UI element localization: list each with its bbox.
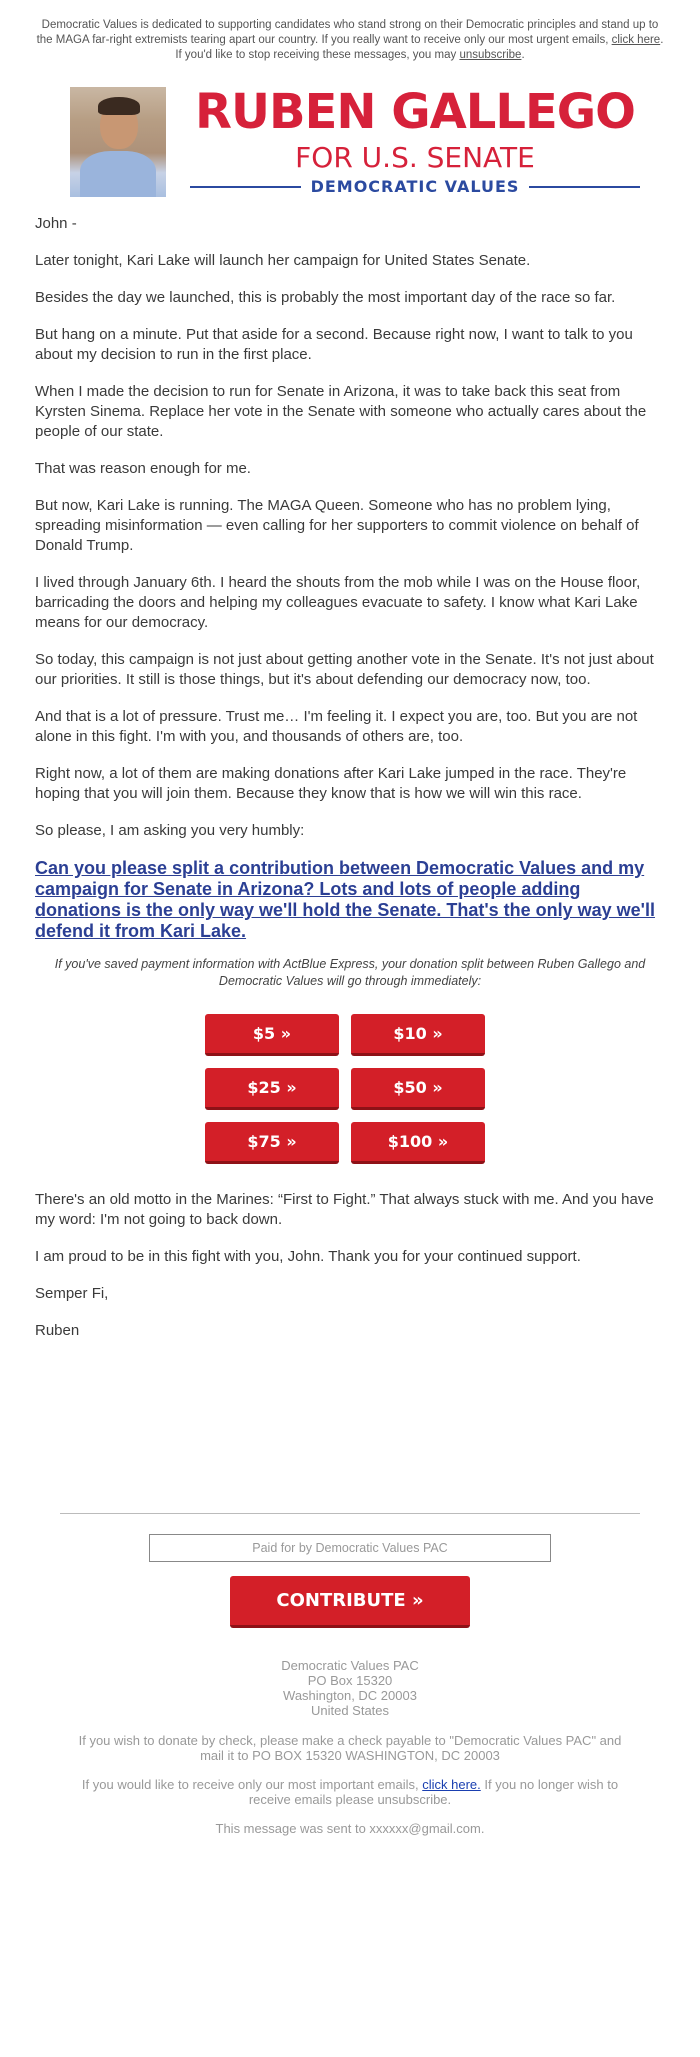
click-here-link[interactable]: click here [611, 34, 661, 46]
preferences-text-2: If you no longer wish to receive emails please unsubscribe. [248, 1777, 619, 1807]
sent-to-note: This message was sent to xxxxxx@gmail.com. [215, 1821, 485, 1836]
body-paragraph: So today, this campaign is not just about getting another vote in the Senate. It's not just about our priorities. It still is those things, but it's about defending our democracy now, too. [35, 651, 654, 688]
donation-button-grid [205, 1014, 495, 1164]
candidate-photo [70, 87, 166, 197]
donate-50-button[interactable]: $50 » [351, 1068, 485, 1110]
email-preferences-note [70, 1777, 630, 1807]
preheader-text-3: . [521, 49, 525, 61]
mailing-address [20, 1658, 680, 1718]
body-paragraph: When I made the decision to run for Senate in Arizona, it was to take back this seat from Kyrsten Sinema. Replace her vote in the Senate with someone who actually cares about the people of our state. [35, 383, 647, 440]
header-banner [20, 73, 680, 198]
address-line: United States [310, 1703, 390, 1718]
closing-paragraph: There's an old motto in the Marines: “First to Fight.” That always stuck with me. And you have my word: I'm not going to back down. [35, 1191, 654, 1228]
preferences-text: If you would like to receive only our most important emails, [81, 1777, 423, 1792]
contribute-button[interactable]: CONTRIBUTE » [230, 1576, 470, 1628]
body-paragraph: But now, Kari Lake is running. The MAGA Queen. Someone who has no problem lying, spreading misinformation — even calling for her supporters to commit violence on behalf of Donald Trump. [35, 497, 639, 554]
actblue-note: If you've saved payment information with ActBlue Express, your donation split between Ruben Gallego and Democratic Values will go through immediately: [54, 957, 646, 988]
unsubscribe-link[interactable]: unsubscribe [459, 49, 522, 61]
body-paragraph: That was reason enough for me. [35, 460, 251, 477]
body-paragraph: Besides the day we launched, this is probably the most important day of the race so far. [35, 289, 616, 306]
donate-25-button[interactable]: $25 » [205, 1068, 339, 1110]
sign-off: Semper Fi, [35, 1285, 109, 1302]
logo-org-text: DEMOCRATIC VALUES [310, 177, 520, 196]
email-container [20, 0, 680, 1836]
donation-ask-link[interactable]: Can you please split a contribution between Democratic Values and my campaign for Senate in Arizona? Lots and lots of people adding donations is the only way we'll hold the Senate. That's the only way we'll defend it from Kari Lake. [35, 858, 655, 941]
address-line: PO Box 15320 [307, 1673, 393, 1688]
greeting: John - [35, 215, 77, 232]
signature: Ruben [35, 1322, 80, 1339]
body-paragraph: But hang on a minute. Put that aside for a second. Because right now, I want to talk to you about my decision to run in the first place. [35, 326, 633, 363]
address-line: Democratic Values PAC [281, 1658, 419, 1673]
donate-100-button[interactable]: $100 » [351, 1122, 485, 1164]
preheader [20, 0, 680, 63]
footer [20, 1513, 680, 1836]
campaign-logo [190, 73, 640, 196]
body-paragraph: I lived through January 6th. I heard the shouts from the mob while I was on the House floor, barricading the doors and helping my colleagues evacuate to safety. I know what Kari Lake means for our democracy. [35, 574, 641, 631]
preheader-text-2: . If you'd like to stop receiving these messages, you may [175, 34, 664, 61]
body-paragraph: So please, I am asking you very humbly: [35, 822, 305, 839]
body-paragraph: Right now, a lot of them are making donations after Kari Lake jumped in the race. They're hoping that you will join them. Because they know that is how we will win this race. [35, 765, 627, 802]
logo-subtitle: FOR U.S. SENATE [295, 141, 535, 174]
check-donation-note: If you wish to donate by check, please make a check payable to "Democratic Values PAC" and mail it to PO BOX 15320 WASHINGTON, DC 20003 [78, 1733, 622, 1763]
donate-5-button[interactable]: $5 » [205, 1014, 339, 1056]
preheader-text: Democratic Values is dedicated to supporting candidates who stand strong on their Democratic principles and stand up to the MAGA far-right extremists tearing apart our country. If you really want to receive only our most urgent emails, [36, 19, 659, 46]
body-paragraph: Later tonight, Kari Lake will launch her campaign for United States Senate. [35, 252, 531, 269]
paid-for-box: Paid for by Democratic Values PAC [149, 1534, 551, 1562]
donate-10-button[interactable]: $10 » [351, 1014, 485, 1056]
logo-name: RUBEN GALLEGO [195, 84, 635, 140]
closing-paragraph: I am proud to be in this fight with you, John. Thank you for your continued support. [35, 1248, 581, 1265]
logo-org [190, 177, 640, 196]
address-line: Washington, DC 20003 [283, 1688, 417, 1703]
email-body [20, 214, 680, 1341]
donate-75-button[interactable]: $75 » [205, 1122, 339, 1164]
body-paragraph: And that is a lot of pressure. Trust me… I'm feeling it. I expect you are, too. But you are not alone in this fight. I'm with you, and thousands of others are, too. [35, 708, 638, 745]
footer-divider [60, 1513, 640, 1514]
important-emails-link[interactable]: click here. [422, 1777, 481, 1792]
